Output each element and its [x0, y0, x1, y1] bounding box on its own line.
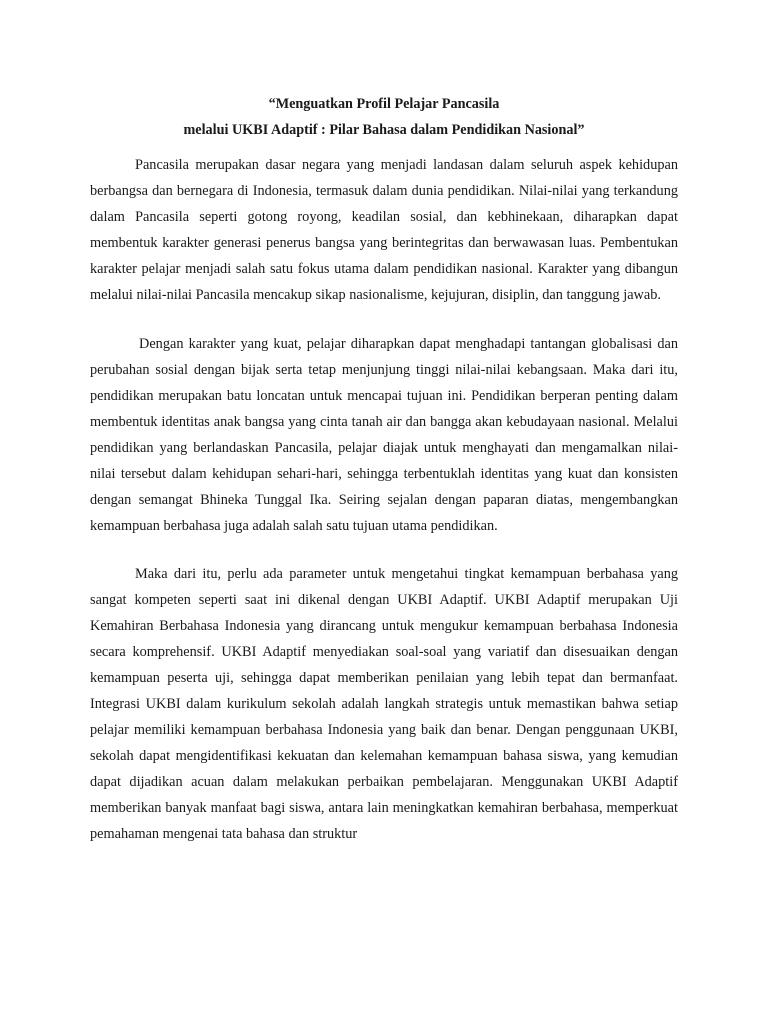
paragraph-1: Pancasila merupakan dasar negara yang menjadi landasan dalam seluruh aspek kehidupan berbangsa dan bernegara di Indonesia, termasuk dalam dunia pendidikan. Nilai-nilai yang terkandung dalam Pancasila seperti gotong royong, keadilan sosial, dan kebhinekaan, diharapkan dapat membentuk karakter generasi penerus bangsa yang berintegritas dan berwawasan luas. Pembentukan karakter pelajar menjadi salah satu fokus utama dalam pendidikan nasional. Karakter yang dibangun melalui nilai-nilai Pancasila mencakup sikap nasionalisme, kejujuran, disiplin, dan tanggung jawab.: [90, 157, 678, 303]
paragraph-3: Maka dari itu, perlu ada parameter untuk mengetahui tingkat kemampuan berbahasa yang sangat kompeten seperti saat ini dikenal dengan UKBI Adaptif. UKBI Adaptif merupakan Uji Kemahiran Berbahasa Indonesia yang dirancang untuk mengukur kemampuan berbahasa Indonesia secara komprehensif. UKBI Adaptif menyediakan soal-soal yang variatif dan disesuaikan dengan kemampuan peserta uji, sehingga dapat memberikan penilaian yang lebih tepat dan bermanfaat. Integrasi UKBI dalam kurikulum sekolah adalah langkah strategis untuk memastikan bahwa setiap pelajar memiliki kemampuan berbahasa Indonesia yang baik dan benar. Dengan penggunaan UKBI, sekolah dapat mengidentifikasi kekuatan dan kelemahan kemampuan bahasa siswa, yang kemudian dapat dijadikan acuan dalam melakukan perbaikan pembelajaran. Menggunakan UKBI Adaptif memberikan banyak manfaat bagi siswa, antara lain meningkatkan kemahiran berbahasa, memperkuat pemahaman mengenai tata bahasa dan struktur: [90, 566, 678, 842]
document-title: [90, 91, 678, 143]
title-line-1: “Menguatkan Profil Pelajar Pancasila: [268, 96, 500, 112]
document-body: [90, 152, 678, 847]
paragraph-2: Dengan karakter yang kuat, pelajar diharapkan dapat menghadapi tantangan globalisasi dan perubahan sosial dengan bijak serta tetap menjunjung tinggi nilai-nilai kebangsaan. Maka dari itu, pendidikan merupakan batu loncatan untuk mencapai tujuan ini. Pendidikan berperan penting dalam membentuk identitas anak bangsa yang cinta tanah air dan bangga akan kebudayaan nasional. Melalui pendidikan yang berlandaskan Pancasila, pelajar diajak untuk menghayati dan mengamalkan nilai-nilai tersebut dalam kehidupan sehari-hari, sehingga terbentuklah identitas yang kuat dan konsisten dengan semangat Bhineka Tunggal Ika. Seiring sejalan dengan paparan diatas, mengembangkan kemampuan berbahasa juga adalah salah satu tujuan utama pendidikan.: [90, 335, 678, 534]
title-line-2: melalui UKBI Adaptif : Pilar Bahasa dalam Pendidikan Nasional”: [183, 122, 585, 138]
